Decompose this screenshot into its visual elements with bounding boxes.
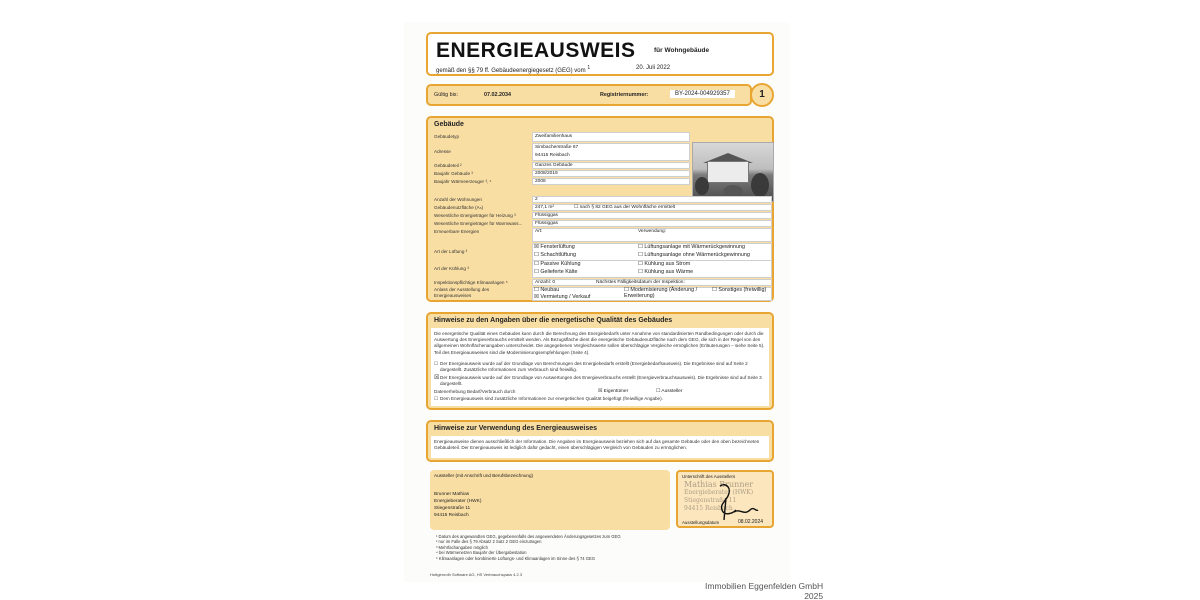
stamp-line-city: 94415 Reisbach: [684, 505, 733, 512]
issuer-name: Brunner Mathias: [434, 492, 470, 497]
value-street: Simbacherstraße 67: [535, 145, 579, 150]
watermark-year: 2025: [804, 591, 824, 600]
issue-date: 08.02.2024: [738, 519, 764, 525]
label-construction-year: Baujahr Gebäude ³: [434, 171, 473, 176]
title-box: [426, 32, 774, 76]
building-type-subtitle: für Wohngebäude: [654, 47, 710, 54]
label-apartments: Anzahl der Wohnungen: [434, 197, 482, 202]
registration-number: BY-2024-004929357: [670, 90, 735, 98]
validity-box: [426, 84, 752, 106]
footnote-5: ⁵ Klimaanlagen oder kombinierte Lüftungs- und Klimaanlagen im Sinne des § 74 GEG: [436, 555, 596, 561]
page-number: 1: [750, 83, 774, 107]
cooling-heat-label: Kühlung aus Wärme: [644, 269, 694, 275]
law-date: 20. Juli 2022: [636, 65, 671, 71]
house-shape: [707, 161, 749, 183]
renewables-type-label: Art:: [535, 229, 543, 234]
usage-notes-section: [426, 420, 774, 462]
ventilation-no-recovery-label: Lüftungsanlage ohne Wärmerückgewinnung: [644, 252, 750, 258]
issuer-street: Stiegenstraße 11: [434, 506, 471, 511]
additional-info-text: Dem Energieausweis sind zusätzliche Informationen zur energetischen Qualität beigefügt (freiwillige Angabe).: [440, 396, 663, 401]
handwritten-signature: [712, 480, 760, 524]
option-consumption-text: Der Energieausweis wurde auf der Grundlage von Auswertungen des Energieverbrauchs erstellt (Energieverbrauchsausweis). Die Ergebnisse sind auf Seite 3 dargestellt.: [440, 375, 762, 387]
footnote-1: ¹ Datum des angewandten GEG, gegebenenfalls des angewendeten Änderungsgesetzes zum GEG: [436, 534, 621, 539]
label-inspection: Inspektionspflichtige Klimaanlagen ⁵: [434, 280, 508, 285]
value-city: 94415 Reisbach: [535, 153, 570, 158]
stamp-line-name: Mathias Brunner: [684, 480, 754, 489]
checkbox-demand[interactable]: ☐: [434, 361, 439, 366]
signature-label: Unterschrift des Ausstellers: [682, 474, 736, 479]
value-apartments: 2: [535, 197, 538, 202]
signature-box: [676, 470, 774, 528]
area-method-text: nach § 82 GEG aus der Wohnfläche ermittelt: [579, 205, 676, 210]
option-consumption-certificate: [434, 375, 768, 387]
tree-shape: [751, 173, 769, 197]
checkbox-shaft-ventilation[interactable]: ☐ Schachtlüftung: [534, 252, 577, 258]
label-reason: Anlass der Ausstellung des Energieausweises: [434, 287, 490, 298]
building-photo: [692, 142, 774, 202]
software-credit: Hottgenroth Software AG, HS Verbrauchspass 4.2.3: [430, 572, 523, 577]
issuer-title: Energieberater (HWK): [434, 499, 482, 504]
footnote-2: ² nur im Falle des § 79 Absatz 2 Satz 2 GEG einzutragen: [436, 539, 542, 545]
stamp-line-street: Stiegenstraße 11: [684, 497, 737, 504]
rent-sale-label: Vermietung / Verkauf: [540, 294, 591, 300]
energy-certificate-page: [404, 22, 790, 582]
quality-notes-paragraph: Die energetische Qualität eines Gebäudes kann durch die Berechnung des Energiebedarfs unter Annahme von standardisierten Randbedingungen oder durch die Auswertung des Energieverbrauchs ermittelt werden. Als Bezugsfläche dient die energetische Gebäudenutzfläche nach dem GEG, die sich in der Regel von den allgemeinen Wohnflächenangaben unterscheidet. Die angegebenen Vergleichswerte sollen überschlägige Vergleiche ermöglichen (Erläuterungen – siehe Seite 5). Teil des Energieausweises sind die Modernisierungsempfehlungen (Seite 4).: [434, 331, 765, 355]
issuer-label: Aussteller: [661, 389, 683, 394]
watermark-company: Immobilien Eggenfelden GmbH: [705, 581, 824, 591]
ventilation-heat-recovery-label: Lüftungsanlage mit Wärmerückgewinnung: [644, 244, 746, 250]
checkbox-modernisation[interactable]: ☐ Modernisierung (Änderung / Erweiterung): [624, 287, 698, 299]
option-demand-text: Der Energieausweis wurde auf der Grundlage von Berechnungen des Energiebedarfs erstellt (Energiebedarfsausweis). Die Ergebnisse sind auf Seite 2 dargestellt. Zusätzliche Informationen zum Verbrauch sind freiwillig.: [440, 361, 748, 373]
delivered-cold-label: Gelieferte Kälte: [540, 269, 578, 275]
option-demand-certificate: [434, 361, 768, 373]
label-cooling: Art der Kühlung ³: [434, 266, 469, 271]
checkbox-cooling-heat[interactable]: ☐ Kühlung aus Wärme: [638, 269, 694, 275]
label-address: Adresse: [434, 149, 451, 154]
stamp-line-title: Energieberater (HWK): [684, 489, 754, 496]
label-usable-area: Gebäudenutzfläche (Aₙ): [434, 205, 484, 210]
issue-date-label: Ausstellungsdatum: [682, 520, 720, 525]
new-building-label: Neubau: [540, 287, 560, 293]
value-heating-carrier: Flüssiggas: [535, 213, 558, 218]
label-renewables: Erneuerbare Energien: [434, 229, 480, 234]
issuer-box: [430, 470, 670, 530]
other-label: Sonstiges (freiwillig): [718, 287, 767, 293]
label-ventilation: Art der Lüftung ³: [434, 249, 468, 254]
legal-basis-text: gemäß den §§ 79 ff. Gebäudeenergiegesetz (GEG) vom: [436, 68, 586, 74]
checkbox-delivered-cold[interactable]: ☐ Gelieferte Kälte: [534, 269, 578, 275]
checkbox-cooling-electric[interactable]: ☐ Kühlung aus Strom: [638, 261, 691, 267]
inspection-next-date-label: Nächstes Fälligkeitsdatum der Inspektion:: [596, 280, 685, 285]
issuer-box-label: Aussteller (mit Anschrift und Berufsbezeichnung): [434, 473, 534, 478]
footnote-4: ⁴ bei Wärmenetzen Baujahr der Übergabestation: [436, 550, 527, 556]
renewables-use-label: Verwendung:: [638, 229, 667, 234]
valid-label: Gültig bis:: [434, 92, 458, 98]
checkbox-window-ventilation[interactable]: ☒ Fensterlüftung: [534, 244, 575, 250]
building-section: [426, 116, 774, 302]
option-additional-info: [434, 396, 768, 402]
shaft-ventilation-label: Schachtlüftung: [540, 252, 577, 258]
cooling-electric-label: Kühlung aus Strom: [644, 261, 691, 267]
watermark: [705, 581, 823, 600]
checkbox-owner[interactable]: ☒ Eigentümer: [598, 389, 629, 394]
value-water-carrier: Flüssiggas: [535, 221, 558, 226]
checkbox-passive-cooling[interactable]: ☐ Passive Kühlung: [534, 261, 581, 267]
checkbox-consumption[interactable]: ☒: [434, 375, 440, 381]
passive-cooling-label: Passive Kühlung: [540, 261, 581, 267]
checkbox-ventilation-no-recovery[interactable]: ☐ Lüftungsanlage ohne Wärmerückgewinnung: [638, 252, 750, 258]
checkbox-rent-sale[interactable]: ☒ Vermietung / Verkauf: [534, 294, 591, 300]
usage-notes-paragraph: Energieausweise dienen ausschließlich der Information. Die Angaben im Energieausweis beziehen sich auf das gesamte Gebäude oder den oben bezeichneten Gebäudeteil. Der Energieausweis ist lediglich dafür gedacht, einen überschlägigen Vergleich von Gebäuden zu ermöglichen.: [434, 439, 760, 451]
building-section-title: Gebäude: [434, 121, 464, 128]
quality-notes-title: Hinweise zu den Angaben über die energetische Qualität des Gebäudes: [434, 317, 673, 324]
label-building-type: Gebäudetyp: [434, 134, 460, 139]
footnotes: [436, 534, 621, 561]
footnote-mark: 1: [587, 65, 591, 71]
value-usable-area: 247,1 m²: [535, 205, 554, 210]
footnote-3: ³ Mehrfachangaben möglich: [436, 544, 488, 550]
owner-label: Eigentümer: [603, 389, 629, 394]
field-water-carrier: [532, 220, 772, 227]
label-heating-carrier: Wesentliche Energieträger für Heizung ³: [434, 213, 516, 218]
data-collection-label: Datenerhebung Bedarf/Verbrauch durch: [434, 389, 516, 394]
usage-notes-title: Hinweise zur Verwendung des Energieausweises: [434, 425, 598, 432]
area-method-checkbox: ☐ nach § 82 GEG aus der Wohnfläche ermittelt: [574, 205, 676, 210]
registration-label: Registriernummer:: [600, 92, 649, 98]
checkbox-other[interactable]: ☐ Sonstiges (freiwillig): [712, 287, 767, 293]
value-heater-year: 2008: [535, 179, 546, 184]
label-heater-year: Baujahr Wärmeerzeuger ³, ⁴: [434, 179, 492, 184]
tree-shape: [695, 177, 709, 195]
legal-basis: [436, 65, 590, 74]
valid-until: 07.02.2034: [484, 92, 511, 98]
field-heating-carrier: [532, 212, 772, 219]
field-heater-year: [532, 178, 690, 185]
issuer-city: 94415 Reisbach: [434, 513, 469, 518]
quality-notes-section: [426, 312, 774, 410]
field-apartments: [532, 196, 772, 203]
checkbox-ventilation-heat-recovery[interactable]: ☐ Lüftungsanlage mit Wärmerückgewinnung: [638, 244, 746, 250]
label-water-carrier: Wesentliche Energieträger für Warmwass...: [434, 221, 523, 226]
document-title: ENERGIEAUSWEIS: [436, 39, 636, 62]
checkbox-additional-info[interactable]: ☐: [434, 396, 439, 401]
inspection-count: Anzahl: 0: [535, 280, 556, 285]
checkbox-new-building[interactable]: ☐ Neubau: [534, 287, 560, 293]
modernisation-label: Modernisierung (Änderung / Erweiterung): [624, 287, 698, 299]
checkbox-issuer[interactable]: ☐ Aussteller: [656, 389, 683, 394]
label-building-part: Gebäudeteil ²: [434, 163, 462, 168]
value-building-part: Ganzes Gebäude: [535, 163, 573, 168]
window-ventilation-label: Fensterlüftung: [540, 244, 575, 250]
value-construction-year: 2008/2019: [535, 171, 558, 176]
value-building-type: Zweifamilienhaus: [535, 134, 573, 139]
